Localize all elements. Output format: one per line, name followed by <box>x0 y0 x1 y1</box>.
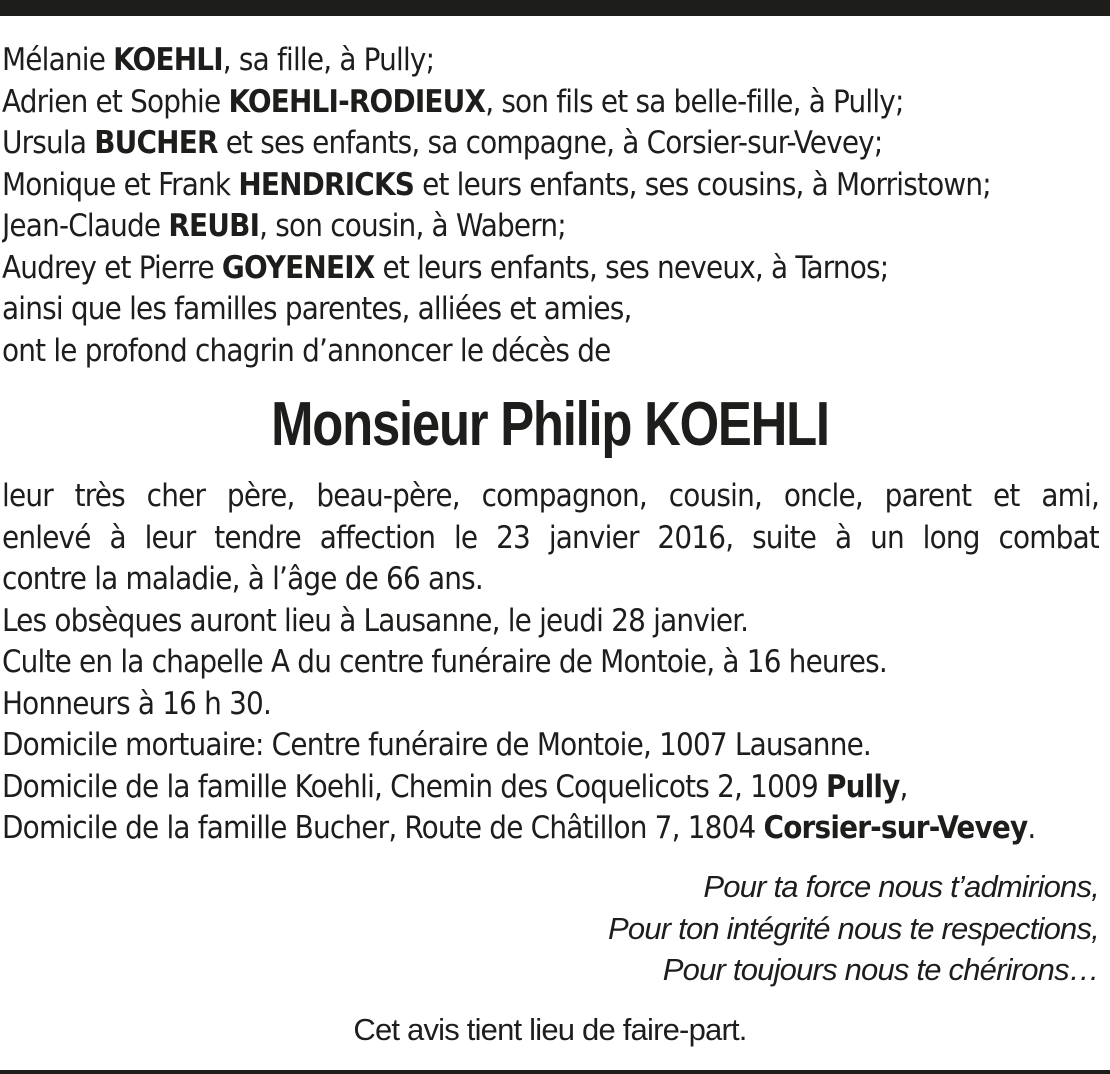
body-line: contre la maladie, à l’âge de 66 ans. <box>2 561 483 597</box>
family-line: ainsi que les familles parentes, alliées et amies, <box>2 291 632 327</box>
poem-line: Pour ta force nous t’admirions, <box>703 869 1099 904</box>
family-line: Adrien et Sophie KOEHLI-RODIEUX, son fils et sa belle-fille, à Pully; <box>2 83 904 120</box>
body-line: Honneurs à 16 h 30. <box>2 685 272 722</box>
family-surname: BUCHER <box>94 125 218 161</box>
family-line: Monique et Frank HENDRICKS et leurs enfants, ses cousins, à Morristown; <box>2 166 991 203</box>
body-line: Culte en la chapelle A du centre funéraire de Montoie, à 16 heures. <box>2 644 887 680</box>
body-line: Domicile mortuaire: Centre funéraire de Montoie, 1007 Lausanne. <box>2 727 871 763</box>
poem-line: Pour ton intégrité nous te respections, <box>608 910 1099 946</box>
body-line: enlevé à leur tendre affection le 23 janvier 2016, suite à un long combat <box>2 519 1099 556</box>
memorial-poem <box>608 866 1099 991</box>
family-line: Audrey et Pierre GOYENEIX et leurs enfants, ses neveux, à Tarnos; <box>2 249 889 286</box>
address-town: Corsier-sur-Vevey <box>763 810 1028 846</box>
announcement-body <box>2 476 1099 850</box>
family-surname: KOEHLI-RODIEUX <box>228 83 486 120</box>
family-line: Mélanie KOEHLI, sa fille, à Pully; <box>2 42 435 78</box>
family-surname: HENDRICKS <box>238 166 415 203</box>
family-line: Ursula BUCHER et ses enfants, sa compagne, à Corsier-sur-Vevey; <box>2 125 883 161</box>
body-line: Les obsèques auront lieu à Lausanne, le jeudi 28 janvier. <box>2 602 749 639</box>
family-list <box>2 40 1099 372</box>
address-line: Domicile de la famille Bucher, Route de Châtillon 7, 1804 Corsier-sur-Vevey. <box>2 810 1036 846</box>
family-surname: REUBI <box>168 208 260 244</box>
address-line: Domicile de la famille Koehli, Chemin des Coquelicots 2, 1009 Pully, <box>2 768 908 805</box>
address-town: Pully <box>825 768 900 805</box>
deceased-name: Monsieur Philip KOEHLI <box>271 390 829 459</box>
family-line: ont le profond chagrin d’annoncer le décès de <box>2 332 611 369</box>
bottom-border-rule <box>0 1070 1110 1074</box>
family-surname: KOEHLI <box>113 42 223 78</box>
family-line: Jean-Claude REUBI, son cousin, à Wabern; <box>2 208 566 244</box>
top-border-rule <box>0 0 1110 16</box>
family-surname: GOYENEIX <box>221 249 375 286</box>
faire-part-notice: Cet avis tient lieu de faire-part. <box>353 1012 747 1047</box>
poem-line: Pour toujours nous te chérirons… <box>662 952 1099 987</box>
body-line: leur très cher père, beau-père, compagnon, cousin, oncle, parent et ami, <box>2 478 1099 514</box>
